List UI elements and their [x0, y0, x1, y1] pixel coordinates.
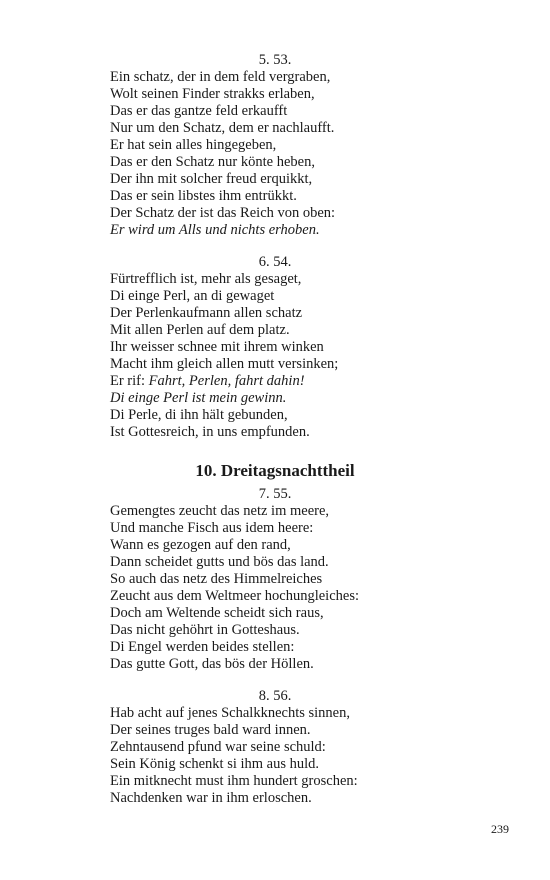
stanza-number: 6. 54. — [258, 254, 292, 270]
verse-line — [110, 773, 440, 790]
verse-text-italic: Di einge Perl ist mein gewinn. — [110, 390, 287, 406]
verse-text: Er rif: — [110, 373, 149, 389]
verse-line — [110, 537, 440, 554]
verse-text: Das nicht gehöhrt in Gotteshaus. — [110, 622, 300, 638]
verse-line — [110, 705, 440, 722]
page-number: 239 — [491, 822, 509, 836]
verse-line — [110, 656, 440, 673]
stanza-number: 8. 56. — [258, 688, 292, 704]
verse-text: Hab acht auf jenes Schalkknechts sinnen, — [110, 705, 350, 721]
stanza-8-56 — [110, 688, 440, 807]
verse-line — [110, 103, 440, 120]
verse-text: Di Engel werden beides stellen: — [110, 639, 295, 655]
verse-text: So auch das netz des Himmelreiches — [110, 571, 323, 587]
verse-line — [110, 407, 440, 424]
verse-text: Das er das gantze feld erkaufft — [110, 103, 288, 119]
verse-text: Ihr weisser schnee mit ihrem winken — [110, 339, 324, 355]
verse-line — [110, 322, 440, 339]
verse-line — [110, 373, 440, 390]
verse-line — [110, 571, 440, 588]
verse-line — [110, 739, 440, 756]
verse-text: Macht ihm gleich allen mutt versinken; — [110, 356, 339, 372]
verse-text-italic: Er wird um Alls und nichts erhoben. — [110, 222, 320, 238]
stanza-5-53 — [110, 52, 440, 239]
stanza-7-55 — [110, 486, 440, 673]
verse-line — [110, 288, 440, 305]
verse-text: Wann es gezogen auf den rand, — [110, 537, 291, 553]
verse-line — [110, 605, 440, 622]
stanza-number: 7. 55. — [258, 486, 292, 502]
verse-text: Zeucht aus dem Weltmeer hochungleiches: — [110, 588, 360, 604]
verse-text: Nur um den Schatz, dem er nachlaufft. — [110, 120, 335, 136]
verse-text: Der ihn mit solcher freud erquikkt, — [110, 171, 313, 187]
verse-text: Ein schatz, der in dem feld vergraben, — [110, 69, 331, 85]
verse-line — [110, 790, 440, 807]
section-heading: 10. Dreitagsnachttheil — [195, 461, 355, 480]
verse-text: Doch am Weltende scheidt sich raus, — [110, 605, 324, 621]
verse-line — [110, 188, 440, 205]
verse-line — [110, 588, 440, 605]
verse-line — [110, 554, 440, 571]
verse-line — [110, 69, 440, 86]
verse-text: Ist Gottesreich, in uns empfunden. — [110, 424, 310, 440]
verse-text: Das er den Schatz nur könte heben, — [110, 154, 315, 170]
verse-line — [110, 756, 440, 773]
verse-text: Zehntausend pfund war seine schuld: — [110, 739, 326, 755]
stanza-number: 5. 53. — [258, 52, 292, 68]
verse-line — [110, 622, 440, 639]
verse-line — [110, 120, 440, 137]
verse-text: Wolt seinen Finder strakks erlaben, — [110, 86, 315, 102]
verse-text: Er hat sein alles hingegeben, — [110, 137, 277, 153]
verse-text: Ein mitknecht must ihm hundert groschen: — [110, 773, 358, 789]
verse-text: Das gutte Gott, das bös der Höllen. — [110, 656, 314, 672]
verse-text: Fürtrefflich ist, mehr als gesaget, — [110, 271, 302, 287]
verse-text: Und manche Fisch aus idem heere: — [110, 520, 314, 536]
verse-line — [110, 205, 440, 222]
verse-line — [110, 171, 440, 188]
verse-line — [110, 639, 440, 656]
verse-text: Sein König schenkt si ihm aus huld. — [110, 756, 320, 772]
verse-text: Gemengtes zeucht das netz im meere, — [110, 503, 330, 519]
verse-text: Der Schatz der ist das Reich von oben: — [110, 205, 336, 221]
verse-line — [110, 271, 440, 288]
verse-text: Der Perlenkaufmann allen schatz — [110, 305, 303, 321]
verse-line — [110, 520, 440, 537]
verse-line — [110, 222, 440, 239]
verse-text-italic: Fahrt, Perlen, fahrt dahin! — [148, 373, 305, 389]
verse-line — [110, 356, 440, 373]
verse-line — [110, 137, 440, 154]
verse-line — [110, 722, 440, 739]
verse-line — [110, 424, 440, 441]
verse-line — [110, 154, 440, 171]
verse-line — [110, 86, 440, 103]
verse-text: Mit allen Perlen auf dem platz. — [110, 322, 290, 338]
verse-line — [110, 305, 440, 322]
verse-line — [110, 339, 440, 356]
verse-line — [110, 390, 440, 407]
verse-text: Dann scheidet gutts und bös das land. — [110, 554, 329, 570]
verse-text: Di Perle, di ihn hält gebunden, — [110, 407, 288, 423]
verse-line — [110, 503, 440, 520]
verse-text: Das er sein libstes ihm entrükkt. — [110, 188, 297, 204]
verse-text: Der seines truges bald ward innen. — [110, 722, 311, 738]
verse-text: Di einge Perl, an di gewaget — [110, 288, 275, 304]
stanza-6-54 — [110, 254, 440, 441]
verse-text: Nachdenken war in ihm erloschen. — [110, 790, 312, 806]
